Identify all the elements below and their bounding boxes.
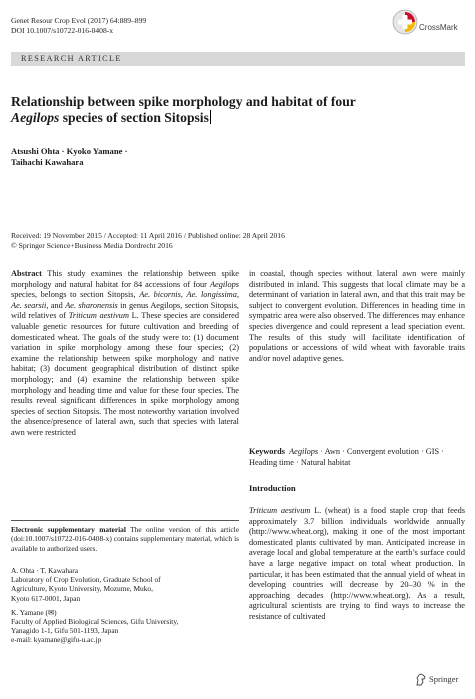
- email-label: e-mail:: [11, 635, 34, 645]
- copyright-line: © Springer Science+Business Media Dordrecht 2016: [11, 240, 173, 250]
- journal-citation: [11, 16, 146, 36]
- publication-dates: [11, 231, 285, 250]
- article-title: [11, 94, 451, 126]
- species-name: Triticum aestivum: [249, 506, 311, 515]
- affiliation-line: Agriculture, Kyoto University, Mozume, Muko,: [11, 584, 153, 594]
- email-line: [11, 635, 239, 644]
- authors-line-2: Taihachi Kawahara: [11, 157, 84, 167]
- introduction-heading: Introduction: [249, 483, 296, 493]
- email-link[interactable]: kyamane@gifu-u.ac.jp: [33, 635, 102, 645]
- publisher-name: Springer: [429, 674, 459, 684]
- abstract-text: in genus Aegilops, section Sitopsis, wild relatives of: [11, 300, 240, 321]
- keywords-rest: · Awn · Convergent evolution · GIS · Heading time · Natural habitat: [249, 447, 444, 467]
- supplementary-note: [11, 525, 239, 553]
- title-genus: Aegilops: [11, 110, 60, 125]
- abstract-text: ,: [236, 290, 240, 300]
- affiliations: [11, 566, 239, 645]
- corresponding-author: K. Yamane (✉): [11, 607, 57, 617]
- species-name: Ae. bicornis: [139, 290, 181, 300]
- abstract-right-column: in coastal, though species without lateral awn were mainly distributed in inland. This suggests that local climate may be a determinant of variation in lateral awn, and that this trait may be subject to convergent evolution. Differences in heading time in sympatric area were also observed. The differences may enhance species divergence and could represent a lead speciation event. The results of this study will facilitate identification of populations or accessions of wild wheat with favorable traits and/or novel adaptive genes.: [249, 269, 465, 363]
- abstract-text: , and: [46, 300, 66, 310]
- affiliation-names: A. Ohta · T. Kawahara: [11, 566, 79, 575]
- journal-line: Genet Resour Crop Evol (2017) 64:889–899: [11, 16, 147, 25]
- abstract-text: ,: [180, 290, 187, 300]
- crossmark-icon: [392, 9, 418, 35]
- crossmark-badge[interactable]: [392, 9, 462, 41]
- abstract-text: This study examines the relationship between spike morphology and natural habitat for 84 accessions of four: [11, 269, 239, 289]
- publisher-logo: [415, 673, 471, 687]
- abstract-text: species, belongs to section Sitopsis,: [11, 290, 140, 300]
- esm-label: Electronic supplementary material: [11, 525, 126, 534]
- species-name: Ae. searsii: [11, 300, 47, 310]
- keyword-genus: Aegilops: [289, 447, 319, 456]
- springer-horse-icon: [415, 673, 427, 686]
- introduction-text: [249, 506, 465, 623]
- crossmark-label: CrossMark: [419, 23, 458, 32]
- abstract-left-column: [11, 269, 239, 439]
- keywords: [249, 447, 465, 468]
- history-line: Received: 19 November 2015 / Accepted: 11 April 2016 / Published online: 28 April 2016: [11, 231, 285, 240]
- esm-text: The online version of this article (: [11, 525, 239, 544]
- abstract-genus: Aegilops: [209, 279, 239, 289]
- author-list: [11, 146, 127, 168]
- wheat-org-link[interactable]: http://www.wheat.org: [251, 527, 324, 537]
- species-name: Ae. sharonensis: [65, 300, 118, 310]
- keywords-label: Keywords: [249, 447, 285, 456]
- intro-text: L. (wheat) is a food staple crop that feeds approximately 3.7 billion individuals worldwide annually (: [249, 506, 465, 537]
- intro-text: ). As a result, agricultural scientists are trying to find ways to increase the resistance of cultivated: [249, 590, 465, 621]
- doi-link[interactable]: doi:10.1007/s10722-016-0408-x: [13, 534, 110, 544]
- title-line-2: [11, 110, 451, 126]
- affiliation-line: Yanagido 1-1, Gifu 501-1193, Japan: [11, 626, 119, 636]
- article-type: RESEARCH ARTICLE: [21, 54, 122, 63]
- intro-text: ), making it one of the most important domesticated plants cultivated by man. Anticipated increase in average local and global temperature at the earth’s surface could have a large negative impact on total wheat production. In particular, it has been estimated that the annual yield of wheat in developing countries will decrease by 20–30 % in the approaching decades (: [249, 527, 465, 600]
- text-cursor: [210, 110, 211, 124]
- doi-line: DOI 10.1007/s10722-016-0408-x: [11, 26, 114, 35]
- affiliation-line: Faculty of Applied Biological Sciences, Gifu University,: [11, 617, 179, 627]
- wheat-org-link[interactable]: http://www.wheat.org: [333, 590, 406, 600]
- title-line-1: Relationship between spike morphology and habitat of four: [11, 94, 356, 109]
- species-name: Ae. longissima: [186, 290, 237, 300]
- affiliation-line: Kyoto 617-0001, Japan: [11, 593, 81, 603]
- authors-line-1: Atsushi Ohta · Kyoko Yamane ·: [11, 146, 128, 156]
- article-type-banner: [11, 52, 465, 66]
- affiliation-line: Laboratory of Crop Evolution, Graduate School of: [11, 575, 161, 585]
- abstract-text: L. These species are considered valuable genetic resources for future cultivation and breeding of domesticated wheat. The goals of the study were to: (1) document variation in spike morphology among these four species; (2) examine the relationship between spike morphology and native habitat; (3) document geographical distribution of distinct spike morphology; and (4) examine the relationship between spike morphology and heading time and value for these four species. The results reveal significant differences in spike morphology among species of section Sitopsis. The most noteworthy variation involved the absence/presence of lateral awn, such that species with lateral awn were restricted: [11, 311, 239, 437]
- species-name: Triticum aestivum: [68, 311, 129, 321]
- abstract-heading: Abstract: [11, 269, 42, 278]
- footnote-divider: [11, 520, 239, 521]
- esm-text: ) contains supplementary material, which is available to authorized users.: [11, 534, 239, 553]
- title-line-2-rest: species of section Sitopsis: [59, 110, 209, 125]
